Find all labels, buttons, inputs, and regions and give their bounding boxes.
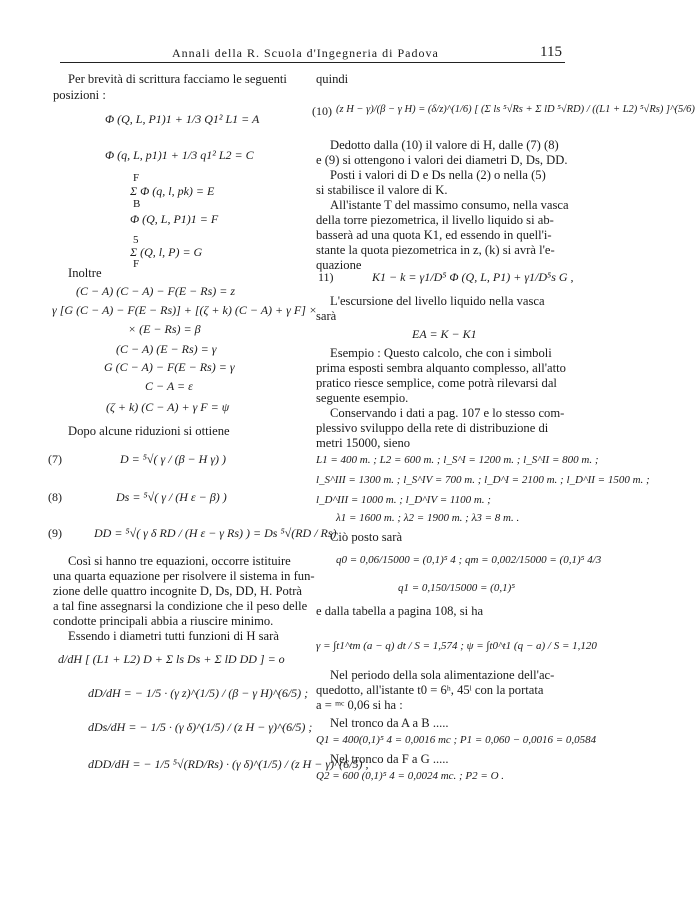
- intro-line-1: Per brevità di scrittura facciamo le seguenti: [68, 72, 287, 86]
- riduzioni-text: Dopo alcune riduzioni si ottiene: [68, 424, 230, 438]
- inoltre-eq-1: (C − A) (C − A) − F(E − Rs) = z: [76, 284, 236, 298]
- inoltre-eq-7: (ζ + k) (C − A) + γ F = ψ: [106, 400, 230, 414]
- position-eq-A: Φ (Q, L, P1)1 + 1/3 Q1² L1 = A: [105, 112, 260, 126]
- sum-lower-limit-2: F: [133, 258, 140, 270]
- inoltre-label: Inoltre: [68, 266, 102, 280]
- running-header: Annali della R. Scuola d'Ingegneria di Padova: [172, 46, 439, 60]
- tronco-AB-label: Nel tronco da A a B .....: [330, 716, 449, 730]
- page-number: 115: [540, 44, 562, 60]
- position-eq-G: Σ (Q, l, P) = G: [130, 245, 203, 259]
- lengths-line-3: l_D^III = 1000 m. ; l_D^IV = 1100 m. ;: [316, 494, 491, 506]
- eq11-label: 11): [318, 270, 334, 284]
- eq9-label: (9): [48, 526, 62, 540]
- position-eq-E: Σ Φ (q, l, pk) = E: [130, 184, 215, 198]
- tronco-FG-formula: Q2 = 600 (0,1)⁵ 4 = 0,0024 mc. ; P2 = O .: [316, 770, 505, 782]
- para-line-3: zione delle quattro incognite D, Ds, DD, H. Potrà: [53, 584, 303, 598]
- intro-line-2: posizioni :: [53, 88, 106, 102]
- p1-line-5: All'istante T del massimo consumo, nella vasca: [330, 198, 569, 212]
- tronco-FG-label: Nel tronco da F a G .....: [330, 752, 449, 766]
- derivative-D: dD/dH = − 1/5 · (γ z)^(1/5) / (β − γ H)^(6/5) ;: [88, 686, 309, 700]
- inoltre-eq-6: C − A = ε: [145, 379, 193, 393]
- eq8-formula: Ds = ⁵√( γ / (H ε − β) ): [116, 490, 227, 504]
- para-line-6: Essendo i diametri tutti funzioni di H sarà: [68, 629, 279, 643]
- cio-posto: Ciò posto sarà: [330, 530, 403, 544]
- lengths-line-1: L1 = 400 m. ; L2 = 600 m. ; l_S^I = 1200 m. ; l_S^II = 800 m. ;: [316, 454, 599, 466]
- escursione-line-1: L'escursione del livello liquido nella vasca: [330, 294, 545, 308]
- para-line-2: una quarta equazione per risolvere il sistema in fun-: [53, 569, 315, 583]
- esempio-line-2: prima esposti sembra alquanto complesso, all'atto: [316, 361, 566, 375]
- eq10-label: (10): [312, 104, 332, 118]
- inoltre-eq-5: G (C − A) − F(E − Rs) = γ: [104, 360, 235, 374]
- p1-line-9: quazione: [316, 258, 362, 272]
- derivative-condition: d/dH [ (L1 + L2) D + Σ ls Ds + Σ lD DD ] = o: [58, 652, 285, 666]
- p1-line-2: e (9) si ottengono i valori dei diametri D, Ds, DD.: [316, 153, 568, 167]
- escursione-line-2: sarà: [316, 309, 337, 323]
- derivative-Ds: dDs/dH = − 1/5 · (γ δ)^(1/5) / (z H − γ)^(6/5) ;: [88, 720, 313, 734]
- p1-line-1: Dedotto dalla (10) il valore di H, dalle (7) (8): [330, 138, 559, 152]
- lambdas-line: λ1 = 1600 m. ; λ2 = 1900 m. ; λ3 = 8 m. .: [336, 512, 520, 524]
- eq7-formula: D = ⁵√( γ / (β − H γ) ): [120, 452, 227, 466]
- periodo-line-2: quedotto, all'istante t0 = 6ʰ, 45ˡ con la portata: [316, 683, 544, 697]
- q0-qm-formula: q0 = 0,06/15000 = (0,1)⁵ 4 ; qm = 0,002/15000 = (0,1)⁵ 4/3: [336, 554, 602, 566]
- esempio-line-3: pratico riesce semplice, come potrà rilevarsi dal: [316, 376, 557, 390]
- position-eq-F: Φ (Q, L, P1)1 = F: [130, 212, 219, 226]
- ea-formula: EA = K − K1: [412, 327, 477, 341]
- para-line-4: a tal fine assegnarsi la condizione che il peso delle: [53, 599, 308, 613]
- tronco-AB-formula: Q1 = 400(0,1)⁵ 4 = 0,0016 mc ; P1 = 0,060 − 0,0016 = 0,0584: [316, 734, 597, 746]
- periodo-line-3: a = ᵐᶜ 0,06 si ha :: [316, 698, 403, 712]
- eq9-formula: DD = ⁵√( γ δ RD / (H ε − γ Rs) ) = Ds ⁵√(RD / Rs): [94, 526, 337, 540]
- eq10-formula: (z H − γ)/(β − γ H) = (δ/z)^(1/6) [ (Σ ls ⁵√Rs + Σ lD ⁵√RD) / ((L1 + L2) ⁵√Rs) ]^(5/6): [336, 104, 695, 115]
- para-line-1: Così si hanno tre equazioni, occorre istituire: [68, 554, 291, 568]
- inoltre-eq-3: × (E − Rs) = β: [128, 322, 201, 336]
- sum-upper-limit: F: [133, 172, 140, 184]
- esempio-line-6: plessivo sviluppo della rete di distribuzione di: [316, 421, 549, 435]
- position-eq-C: Φ (q, L, p1)1 + 1/3 q1² L2 = C: [105, 148, 254, 162]
- lengths-line-2: l_S^III = 1300 m. ; l_S^IV = 700 m. ; l_D^I = 2100 m. ; l_D^II = 1500 m. ;: [316, 474, 650, 486]
- header-rule: [60, 62, 565, 63]
- eq11-formula: K1 − k = γ1/D⁵ Φ (Q, L, P1) + γ1/D⁵s G ,: [372, 270, 574, 284]
- p1-line-6: della torre piezometrica, il livello liquido si ab-: [316, 213, 554, 227]
- periodo-line-1: Nel periodo della sola alimentazione dell'ac-: [330, 668, 555, 682]
- esempio-line-1: Esempio : Questo calcolo, che con i simboli: [330, 346, 552, 360]
- p1-line-4: si stabilisce il valore di K.: [316, 183, 448, 197]
- eq7-label: (7): [48, 452, 62, 466]
- derivative-DD: dDD/dH = − 1/5 ⁵√(RD/Rs) · (γ δ)^(1/5) / (z H − γ)^(6/5) ,: [88, 757, 369, 771]
- quindi-text: quindi: [316, 72, 349, 86]
- q1-formula: q1 = 0,150/15000 = (0,1)⁵: [398, 582, 516, 594]
- tabella-text: e dalla tabella a pagina 108, si ha: [316, 604, 484, 618]
- esempio-line-7: metri 15000, sieno: [316, 436, 411, 450]
- esempio-line-4: seguente esempio.: [316, 391, 409, 405]
- sum-upper-limit-2: 5: [133, 234, 139, 246]
- inoltre-eq-4: (C − A) (E − Rs) = γ: [116, 342, 217, 356]
- p1-line-3: Posti i valori di D e Ds nella (2) o nella (5): [330, 168, 546, 182]
- eq8-label: (8): [48, 490, 62, 504]
- para-line-5: condotte principali abbia a riuscire minimo.: [53, 614, 274, 628]
- p1-line-7: basserà ad una quota K1, ed essendo in quell'i-: [316, 228, 552, 242]
- integral-formula: γ = ∫t1^tm (a − q) dt / S = 1,574 ; ψ = ∫t0^t1 (q − a) / S = 1,120: [316, 640, 597, 652]
- inoltre-eq-2: γ [G (C − A) − F(E − Rs)] + [(ζ + k) (C − A) + γ F] ×: [52, 303, 317, 317]
- sum-lower-limit: B: [133, 198, 141, 210]
- esempio-line-5: Conservando i dati a pag. 107 e lo stesso com-: [330, 406, 565, 420]
- p1-line-8: stante la quota piezometrica in z, (k) si avrà l'e-: [316, 243, 555, 257]
